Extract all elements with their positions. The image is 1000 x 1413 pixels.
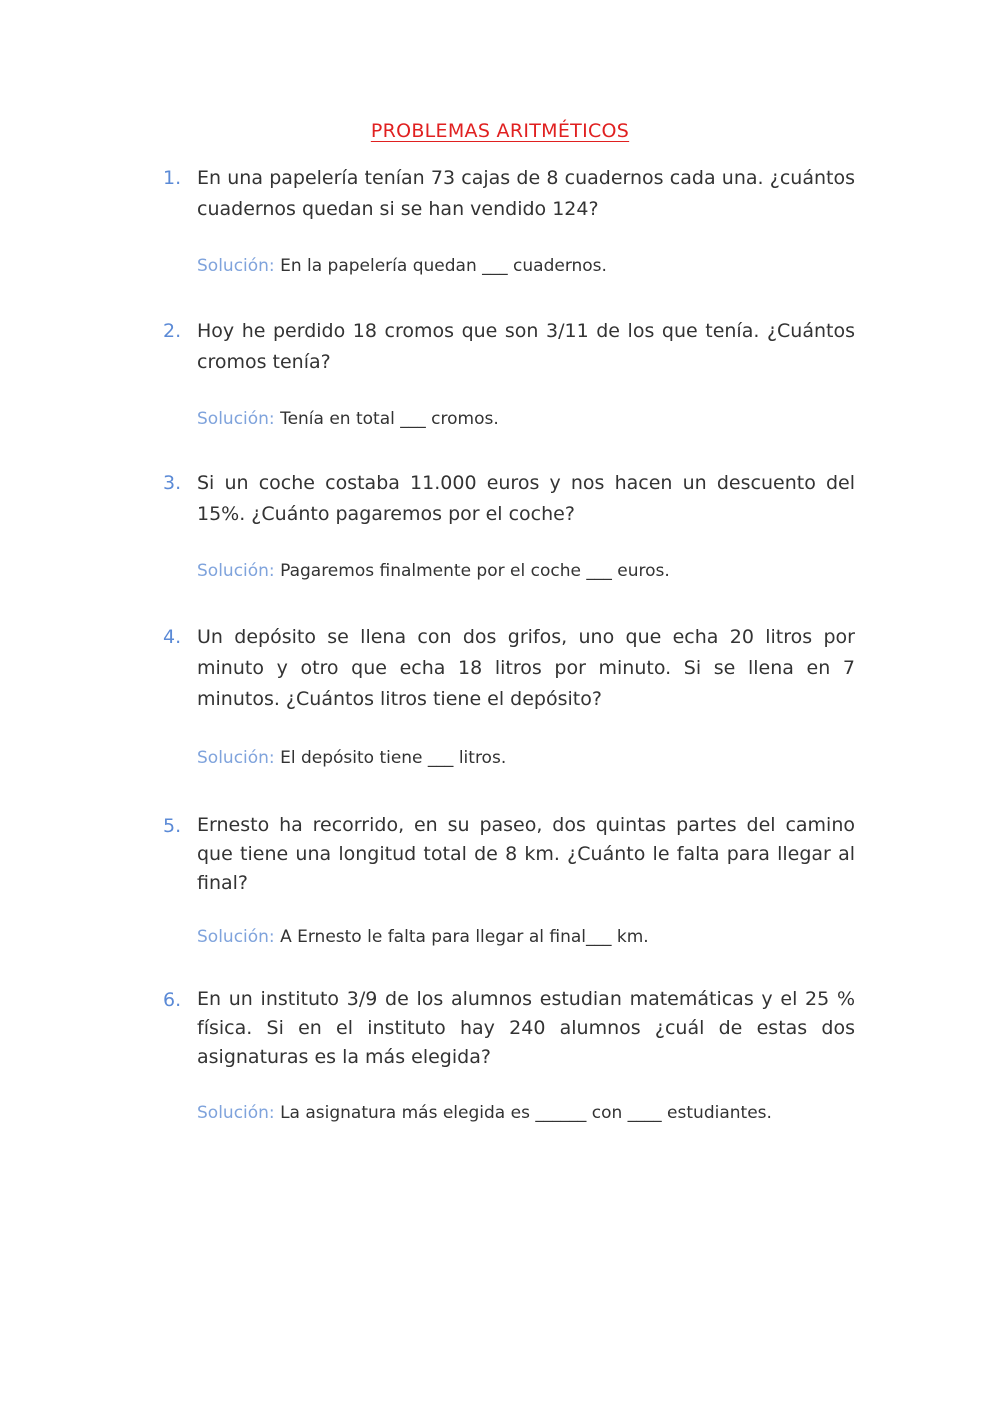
problem-number: 3. bbox=[163, 472, 182, 494]
problem-item bbox=[163, 811, 855, 950]
problem-solution bbox=[197, 924, 855, 950]
solution-label: Solución: bbox=[197, 409, 275, 429]
problem-number: 2. bbox=[163, 320, 182, 342]
problem-question: En un instituto 3/9 de los alumnos estudian matemáticas y el 25 % física. Si en el instituto hay 240 alumnos ¿cuál de estas dos asignaturas es la más elegida? bbox=[197, 988, 855, 1068]
solution-text: El depósito tiene ___ litros. bbox=[280, 748, 507, 768]
problem-question: Un depósito se llena con dos grifos, uno que echa 20 litros por minuto y otro que echa 18 litros por minuto. Si se llena en 7 minutos. ¿Cuántos litros tiene el depósito? bbox=[197, 626, 855, 710]
solution-text: A Ernesto le falta para llegar al final___ km. bbox=[280, 927, 649, 947]
problem-item bbox=[163, 985, 855, 1126]
solution-label: Solución: bbox=[197, 927, 275, 947]
solution-label: Solución: bbox=[197, 748, 275, 768]
problem-solution bbox=[197, 745, 855, 771]
problem-question: Ernesto ha recorrido, en su paseo, dos quintas partes del camino que tiene una longitud total de 8 km. ¿Cuánto le falta para llegar al final? bbox=[197, 814, 855, 894]
problem-item bbox=[163, 163, 855, 279]
problem-question: En una papelería tenían 73 cajas de 8 cuadernos cada una. ¿cuántos cuadernos quedan si se han vendido 124? bbox=[197, 167, 855, 220]
page-title: PROBLEMAS ARITMÉTICOS bbox=[370, 120, 630, 142]
problem-solution bbox=[197, 406, 855, 432]
problem-question: Hoy he perdido 18 cromos que son 3/11 de los que tenía. ¿Cuántos cromos tenía? bbox=[197, 320, 855, 373]
solution-text: Tenía en total ___ cromos. bbox=[280, 409, 499, 429]
problem-question: Si un coche costaba 11.000 euros y nos hacen un descuento del 15%. ¿Cuánto pagaremos por el coche? bbox=[197, 472, 855, 525]
problem-solution bbox=[197, 558, 855, 584]
solution-text: En la papelería quedan ___ cuadernos. bbox=[280, 256, 607, 276]
solution-text: La asignatura más elegida es ______ con ____ estudiantes. bbox=[280, 1103, 772, 1123]
problem-item bbox=[163, 468, 855, 584]
problem-number: 1. bbox=[163, 167, 182, 189]
problem-number: 5. bbox=[163, 815, 182, 837]
solution-label: Solución: bbox=[197, 561, 275, 581]
solution-label: Solución: bbox=[197, 256, 275, 276]
problem-item bbox=[163, 622, 855, 771]
problem-number: 6. bbox=[163, 989, 182, 1011]
solution-text: Pagaremos finalmente por el coche ___ euros. bbox=[280, 561, 670, 581]
problem-solution bbox=[197, 1100, 855, 1126]
problem-solution bbox=[197, 253, 855, 279]
problem-item bbox=[163, 316, 855, 432]
solution-label: Solución: bbox=[197, 1103, 275, 1123]
problem-number: 4. bbox=[163, 626, 182, 648]
